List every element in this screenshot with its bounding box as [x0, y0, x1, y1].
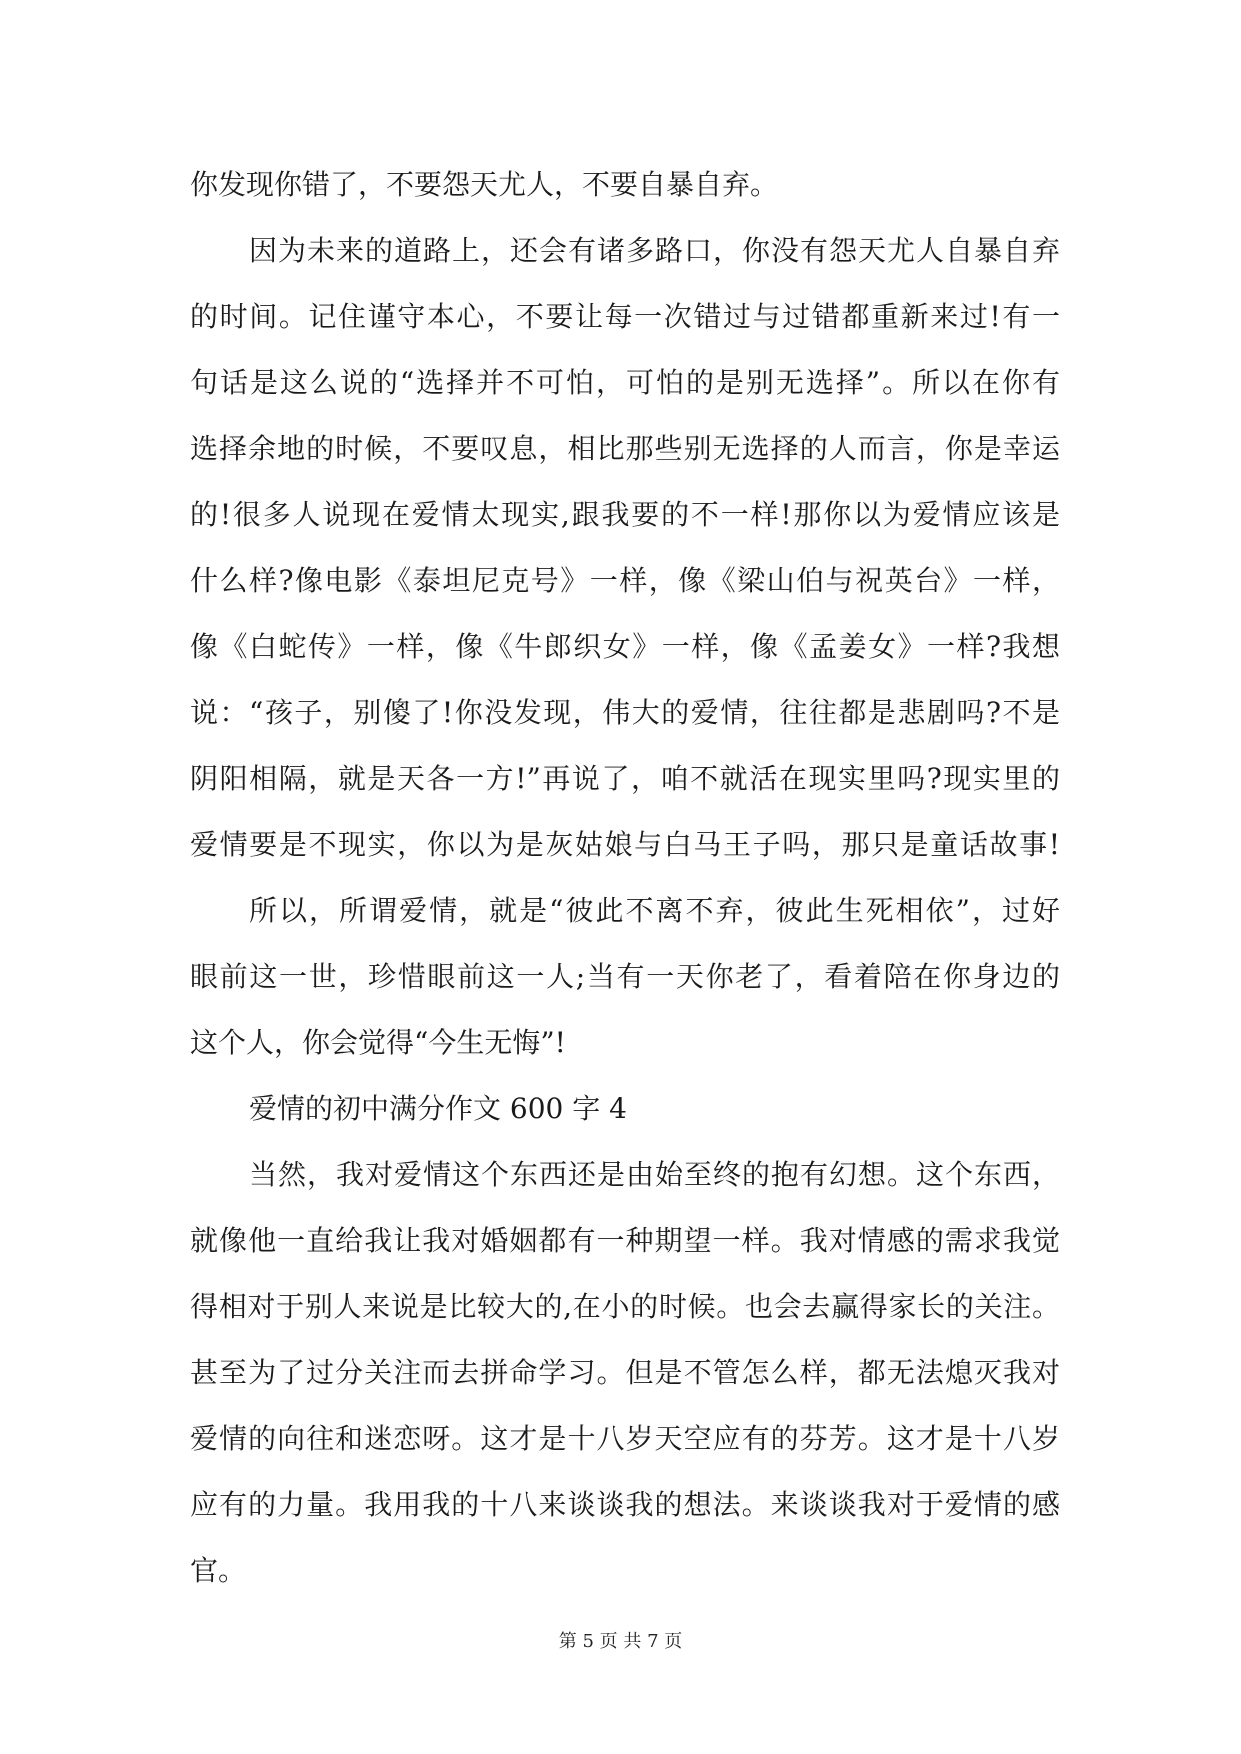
- text-line: 像《白蛇传》一样，像《牛郎织女》一样，像《孟姜女》一样?我想: [190, 630, 1060, 663]
- text-line: 官。: [190, 1554, 247, 1587]
- text-line: 什么样?像电影《泰坦尼克号》一样，像《梁山伯与祝英台》一样，: [190, 564, 1060, 597]
- text-line: 甚至为了过分关注而去拼命学习。但是不管怎么样，都无法熄灭我对: [190, 1356, 1060, 1389]
- text-line: 爱情要是不现实，你以为是灰姑娘与白马王子吗，那只是童话故事!: [190, 828, 1060, 861]
- text-line: 的!很多人说现在爱情太现实,跟我要的不一样!那你以为爱情应该是: [190, 498, 1060, 531]
- text-line: 所以，所谓爱情，就是“彼此不离不弃，彼此生死相依”，过好: [249, 894, 1060, 927]
- page-footer: 第 5 页 共 7 页: [558, 1631, 683, 1652]
- text-line: 爱情的向往和迷恋呀。这才是十八岁天空应有的芬芳。这才是十八岁: [190, 1422, 1060, 1455]
- text-line: 应有的力量。我用我的十八来谈谈我的想法。来谈谈我对于爱情的感: [190, 1488, 1060, 1521]
- text-line: 得相对于别人来说是比较大的,在小的时候。也会去赢得家长的关注。: [190, 1290, 1060, 1323]
- text-line: 选择余地的时候，不要叹息，相比那些别无选择的人而言，你是幸运: [190, 432, 1060, 465]
- text-line: 你发现你错了，不要怨天尤人，不要自暴自弃。: [190, 168, 779, 201]
- text-line: 爱情的初中满分作文 600 字 4: [249, 1092, 627, 1125]
- text-line: 这个人，你会觉得“今生无悔”!: [190, 1026, 566, 1059]
- text-line: 阴阳相隔，就是天各一方!”再说了，咱不就活在现实里吗?现实里的: [190, 762, 1060, 795]
- text-line: 句话是这么说的“选择并不可怕，可怕的是别无选择”。所以在你有: [190, 366, 1060, 399]
- text-line: 的时间。记住谨守本心，不要让每一次错过与过错都重新来过!有一: [190, 300, 1060, 333]
- text-line: 就像他一直给我让我对婚姻都有一种期望一样。我对情感的需求我觉: [190, 1224, 1060, 1257]
- text-line: 眼前这一世，珍惜眼前这一人;当有一天你老了，看着陪在你身边的: [190, 960, 1060, 993]
- text-line: 当然，我对爱情这个东西还是由始至终的抱有幻想。这个东西，: [249, 1158, 1060, 1191]
- document-body: [190, 152, 1060, 1604]
- text-line: 说：“孩子，别傻了!你没发现，伟大的爱情，往往都是悲剧吗?不是: [190, 696, 1060, 729]
- text-line: 因为未来的道路上，还会有诸多路口，你没有怨天尤人自暴自弃: [249, 234, 1060, 267]
